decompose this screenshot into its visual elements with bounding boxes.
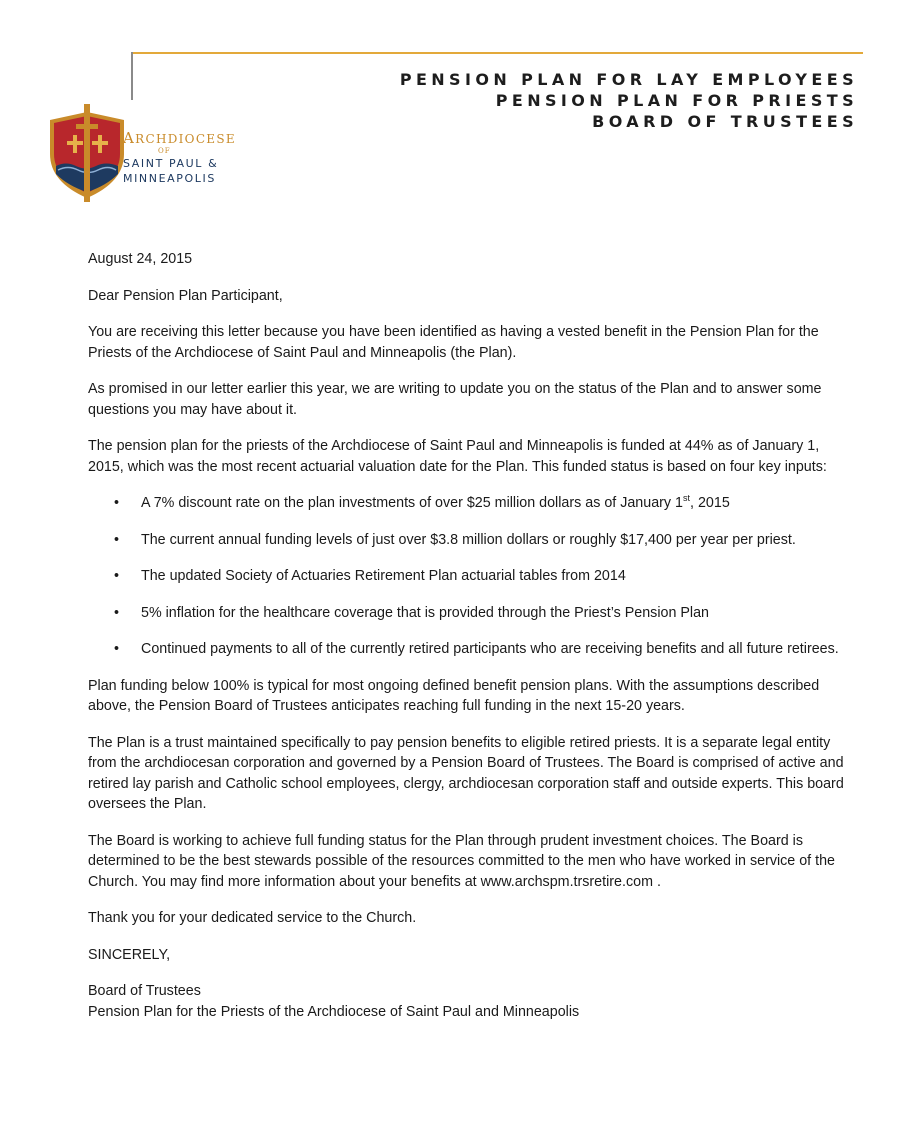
list-item: • 5% inflation for the healthcare coverage that is provided through the Priest’s Pension Plan [88, 603, 848, 624]
bullet-icon: • [114, 568, 120, 584]
bullet-icon: • [114, 531, 120, 548]
list-item: • A 7% discount rate on the plan investments of over $25 million dollars as of January 1st, 2015 [88, 493, 848, 514]
letter-body [88, 249, 848, 1022]
signer-line-2: Pension Plan for the Priests of the Archdiocese of Saint Paul and Minneapolis [88, 1003, 580, 1020]
paragraph-3: The pension plan for the priests of the Archdiocese of Saint Paul and Minneapolis is funded at 44% as of January 1, 2015, which was the most recent actuarial valuation date for the Plan. This funded status is based on four key inputs: [88, 438, 827, 475]
paragraph-4: Plan funding below 100% is typical for most ongoing defined benefit pension plans. With the assumptions described above, the Pension Board of Trustees anticipates reaching full funding in the next 15-20 years. [88, 677, 820, 714]
header-rule-top [131, 52, 863, 54]
paragraph-6: The Board is working to achieve full funding status for the Plan through prudent investment choices. The Board is determined to be the best stewards possible of the resources committed to the men who have worked in service of the Church. You may find more information about your benefits at www.archspm.trsretire.com . [88, 832, 836, 890]
bullet-icon: • [114, 641, 120, 657]
bullet-icon: • [114, 604, 120, 621]
letterhead-line-1: PENSION PLAN FOR LAY EMPLOYEES [399, 70, 858, 89]
paragraph-7: Thank you for your dedicated service to the Church. [88, 910, 417, 926]
letterhead-line-3: BOARD OF TRUSTEES [592, 112, 858, 131]
crest-icon [46, 104, 128, 202]
paragraph-2: As promised in our letter earlier this year, we are writing to update you on the status of the Plan and to answer some questions you may have about it. [88, 381, 822, 418]
signer-line-1: Board of Trustees [88, 983, 201, 999]
paragraph-1: You are receiving this letter because you have been identified as having a vested benefit in the Pension Plan for the Priests of the Archdiocese of Saint Paul and Minneapolis (the Plan). [88, 324, 819, 361]
paragraph-5: The Plan is a trust maintained specifically to pay pension benefits to eligible retired priests. It is a separate legal entity from the archdiocesan corporation and governed by a Pension Board of Trustees. The Board is comprised of active and retired lay parish and Catholic school employees, clergy, archdiocesan corporation staff and outside experts. This board oversees the Plan. [88, 734, 844, 812]
letterhead-line-2: PENSION PLAN FOR PRIESTS [495, 91, 858, 110]
letter-salutation: Dear Pension Plan Participant, [88, 287, 283, 304]
list-item: • The updated Society of Actuaries Retirement Plan actuarial tables from 2014 [88, 566, 848, 587]
logo-text-archdiocese: ARCHDIOCESE [123, 129, 236, 147]
archdiocese-crest-logo [46, 104, 128, 202]
logo-text-saint-paul: SAINT PAUL & [123, 157, 219, 170]
header-rule-left [131, 52, 133, 100]
bullet-icon: • [114, 495, 120, 511]
archdiocese-name [123, 131, 243, 186]
logo-text-of: OF [158, 147, 171, 155]
list-item: • The current annual funding levels of just over $3.8 million dollars or roughly $17,400 per year per priest. [88, 530, 848, 551]
letter-date: August 24, 2015 [88, 251, 193, 267]
signature-block [88, 981, 848, 1022]
letterhead-title [400, 69, 858, 132]
key-inputs-list [88, 493, 848, 660]
list-item: • Continued payments to all of the currently retired participants who are receiving benefits and all future retirees. [88, 639, 848, 660]
closing: SINCERELY, [88, 946, 171, 963]
logo-text-minneapolis: MINNEAPOLIS [123, 172, 216, 185]
